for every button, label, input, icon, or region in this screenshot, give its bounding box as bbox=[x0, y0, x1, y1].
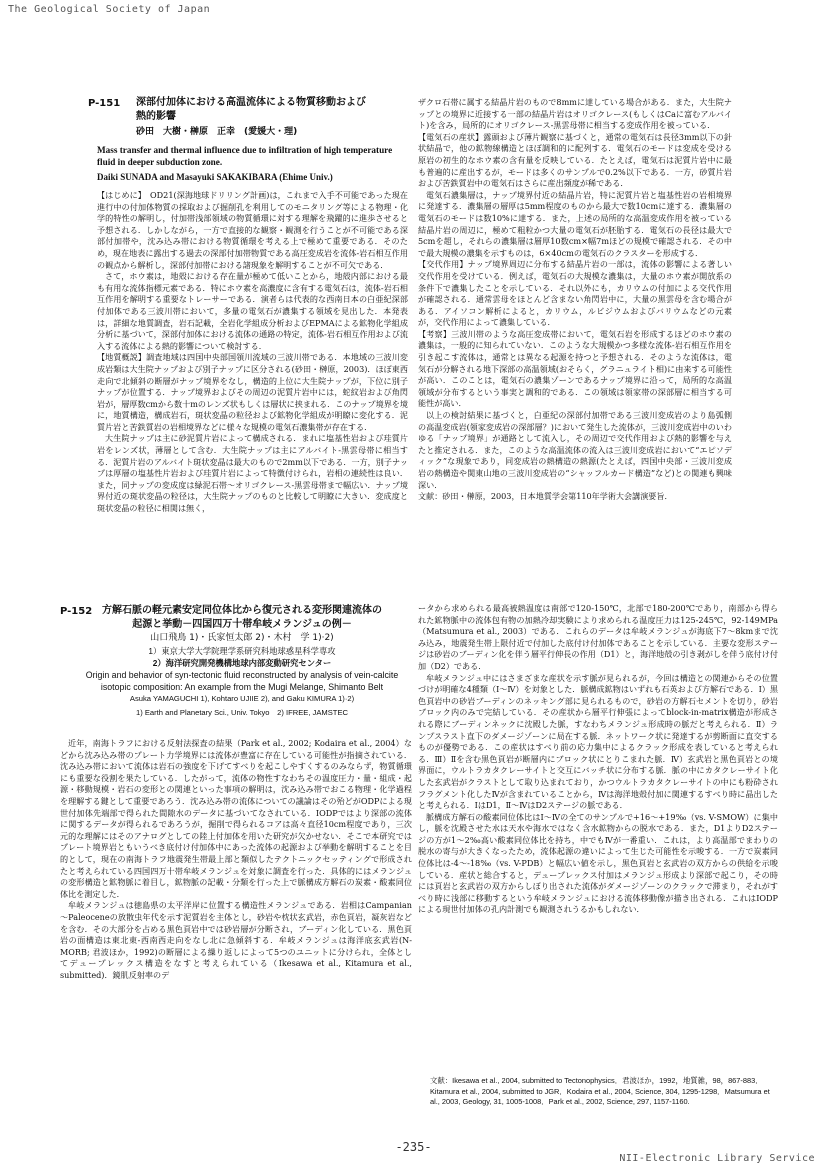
english-title: Mass transfer and thermal influence due to infiltration of high temperature fluid in deeper subduction zone. bbox=[97, 145, 393, 167]
paragraph: 電気石濃集層は，ナップ境界付近の結晶片岩，特に泥質片岩と塩基性岩の岩相境界に発達する．濃集層の層厚は5mm程度のものから最大で数10cmに達する．濃集層の電気石のモードは数10%に達する．また，上述の局所的な高温変成作用を被っている結晶片岩の周辺に，極めて粗粒かつ大量の電気石が胚胎する．電気石の長径は最大で5cmを超し，それらの濃集層は層厚10数cm×幅7mほどの規模で確認される．その中で最大規模の濃集を示すものは，6×40cmの電気石のクラスターを形成する． bbox=[418, 189, 732, 258]
title-line-2: 起源と挙動－四国四万十帯牟岐メランジュの例－ bbox=[132, 619, 352, 630]
p151-right-column bbox=[418, 97, 732, 597]
paragraph: 【地質概説】調査地域は四国中央部国領川流域の三波川帯である．本地域の三波川変成岩類は大生院ナップおよび別子ナップに区分される(砂田・榊原，2003)．ほぼ東西走向で北傾斜の断層がナップ境界をなし，構造的上位に大生院ナップが，下位に別子ナップが位置する．ナップ境界およびその周辺の泥質片岩中には，蛇紋岩および角閃岩が，層厚数cmから数十mのレンズ状もしくは層状に挟まれる．このナップ境界を境に，地質構造，構成岩石，斑状変晶の粒径および鉱物化学組成が明瞭に変化する．泥質片岩と苦鉄質岩の岩相境界などに様々な規模の電気石濃集帯が存在する． bbox=[97, 352, 408, 432]
paragraph: 牟岐メランジュ中にはさまざまな産状を示す脈が見られるが，今回は構造との関連からその位置づけが明確な4種類（Ⅰ～Ⅳ）を対象とした．脈構成鉱物はいずれも石英および方解石である．Ⅰ）黒色頁岩中の砂岩ブーディンのネッキング部に見られるもので，砂岩の方解石セメントを切り，砂岩ブロック内のみで完結している．その産状から層平行伸張によってblock-in-matrix構造が形成される際にブーディンネックに沈殿した脈，すなわちメランジュ形成時の脈だと考えられる．Ⅱ）ランプスラスト直下のダメージゾーンに局在する脈．ネットワーク状に発達するが剪断面に直交するものが優勢である．この産状はすべり前の応力集中によるクラック形成を表していると考えられる．Ⅲ）Ⅱを含む黒色頁岩が断層内にブロック状にとりこまれた脈．Ⅳ）玄武岩と黒色頁岩との境界面に，ウルトラカタクレーサイトと交互にバッチ状に分布する脈．脈の中にカタクレーサイト化した玄武岩がクラストとして取り込まれており，かつウルトラカタクレーサイトの中にも粉砕されフラグメント化したⅣが含まれていることから，Ⅳは海洋地殻付加に関連するすべり時に晶出したと考えられる．ⅠはD1，Ⅱ～ⅣはD2ステージの脈である． bbox=[418, 672, 778, 811]
p152-left-column bbox=[60, 738, 412, 1118]
paragraph: 【考察】三波川帯のような高圧変成帯において，電気石岩を形成するほどのホウ素の濃集は，一般的に知られていない．このような大規模かつ多様な流体-岩石相互作用を引き起こす流体は，通常とは異なる起源を持つと予想される．そのような流体は，電気石が分解される地下深部の高温領域(おそらく，グラニュライト相)に由来する可能性が高い．このことは，電気石の濃集ゾーンであるナップ境界に沿って，局所的な高温領域が分布するという事実と調和的である．この領域は領家帯の深部層に相当する可能性が高い． bbox=[418, 328, 732, 409]
english-affiliation: 1) Earth and Planetary Sci., Univ. Tokyo 2) IFREE, JAMSTEC bbox=[136, 708, 348, 717]
paragraph: 近年，南海トラフにおける反射法探査の結果（Park et al., 2002; Kodaira et al., 2004）などから沈み込み帯のプレート力学境界には流体が豊富に存在している可能性が指摘されている．沈み込み帯において流体は岩石の強度を下げてすべりを起こしやすくするのみならず，物質循環にも重要な役割を果たしている．したがって，流体の物性すなわちその温度圧力・量・組成・起源・移動規模・岩石の変形との関連といった事項の解明は，沈み込み帯でおこる物理・化学過程を理解する鍵として重要であろう．沈み込み帯の流体についての議論はその殆どがODPによる現世付加体先端部で得られた間隙水のデータに基づいてなされている．IODPではより深部の流体に関するデータが得られるであろうが，掘削で得られるコアは高々直径10cm程度であり，三次元的な理解にはそのアナログとしての陸上付加体を用いた研究が欠かせない．そこで本研究ではプレート境界岩ともいうべき底付け付加体中にあった流体の起源および挙動を解明することを目的として，現在の南海トラフ地震発生帯最上部と類似したテクトニックセッティングで形成されたと考えられている四国四万十帯牟岐メランジュを対象に調査を行った．具体的にはメランジュの変形構造と鉱物脈に着目し，鉱物脈の記載・分類を行った上で脈構成方解石の炭素・酸素同位体比を測定した． bbox=[60, 738, 412, 899]
title-line-1: 方解石脈の軽元素安定同位体比から復元される変形関連流体の bbox=[102, 605, 382, 616]
english-authors: Daiki SUNADA and Masayuki SAKAKIBARA (Ehime Univ.) bbox=[97, 172, 333, 182]
paragraph: 大生院ナップは主に砂泥質片岩によって構成される．まれに塩基性岩および珪質片岩をレンズ状，薄層として含む．大生院ナップは主にアルバイト-黒雲母帯に相当する．泥質片岩のアルバイト斑状変晶は最大のもので2mm以下である．一方，別子ナップは厚層の塩基性片岩および珪質片岩によって特徴付けられ，岩相の連続性は良い．また，同ナップの変成度は緑泥石帯～オリゴクレース-黒雲母帯まで幅広い．ナップ境界付近の斑状変晶の粒径は，大生院ナップのものと比較して明瞭に大きい．変成度と斑状変晶の粒径に相関は無く， bbox=[97, 433, 408, 514]
paragraph: 脈構成方解石の酸素同位体比はⅠ～Ⅳの全てのサンプルで+16～+19‰（vs. V-SMOW）に集中し，脈を沈殿させた水は天水や海水ではなく含水鉱物からの脱水である．また，D1よりD2ステージの方が1～2‰高い酸素同位体比を持ち，中でもⅣが一番重い．これは，より高温部でまわりの脱水の寄与が大きくなったため，流体起源の違いによって生じた可能性を示唆する．一方で炭素同位体比は-4～-18‰（vs. V-PDB）と幅広い値を示し，黒色頁岩と玄武岩の双方からの供給を示唆している．産状と総合すると，デュープレックス付加はメランジュ形成より深部で起こり，その時には頁岩と玄武岩の双方からしぼり出された流体がダメージゾーンのクラックで滞まり，それがすべり時に浅部に移動するという牟岐メランジュにおける流体移動像が描き出される．これはIODPによる現世付加体の孔内計測でも観測されうるかもしれない． bbox=[418, 811, 778, 915]
paragraph: 【電気石の産状】露頭および薄片観察に基づくと，通常の電気石は長径3mm以下の針状結晶で，他の鉱物線構造とほぼ調和的に配列する．電気石のモードは変成を受ける原岩の初生的なホウ素の含有量を反映している．たとえば，電気石は泥質片岩中に最も普遍的に産出するが，モードは多くのサンプルで0.2%以下である．一方，砂質片岩および苦鉄質岩中の電気石はさらに産出頻度が稀である． bbox=[418, 131, 732, 189]
authors-jp: 山口飛鳥 1)・氏家恒太郎 2)・木村 学 1)·2) bbox=[150, 633, 334, 643]
title-line-2: 熱的影響 bbox=[136, 111, 176, 122]
page-footer: NII-Electronic Library Service bbox=[619, 1153, 815, 1164]
reference: 文献：砂田・榊原，2003，日本地質学会第110年学術大会講演要旨． bbox=[418, 491, 673, 502]
english-authors: Asuka YAMAGUCHI 1), Kohtaro UJIIE 2), and Gaku KIMURA 1)·2) bbox=[129, 694, 355, 703]
title-line-1: 深部付加体における高温流体による物質移動および bbox=[136, 97, 366, 108]
page-number: -235- bbox=[395, 1140, 432, 1154]
affiliation-jp-1: 1）東京大学大学院理学系研究科地球惑星科学専攻 bbox=[148, 646, 336, 656]
paragraph: 以上の検討結果に基づくと，白亜紀の深部付加帯である三波川変成岩のより島弧側の高温変成岩(領家変成岩の深部層？)において発生した流体が，三波川変成岩中のいわゆる「ナップ境界」が通路として流入し，その周辺で交代作用および熱的影響を与えたと推定される．また，このような高温流体の流入は三波川変成岩において“エピソディック”な現象であり，同変成岩の熱構造の熱源(たとえば，四国中央部・三波川変成岩の熱構造や関東山地の三波川変成岩の“シャッフルカード構造”など)との関連も興味深い． bbox=[418, 410, 732, 490]
p152-right-column bbox=[418, 603, 778, 1073]
paragraph: ザクロ石帯に属する結晶片岩のもので8mmに達している場合がある．また，大生院ナップとの境界に近接する一部の結晶片岩はオリゴクレース(もしくはCaに富むアルバイト)を含み，局所的にオリゴクレース-黒雲母帯に相当する変成作用を被っている． bbox=[418, 97, 732, 131]
abstract-id-p152: P-152 bbox=[60, 606, 93, 617]
abstract-header-p152 bbox=[72, 604, 412, 719]
page-header: The Geological Society of Japan bbox=[8, 4, 211, 15]
english-title-line-1: Origin and behavior of syn-tectonic fluid reconstructed by analysis of vein-calcite bbox=[85, 670, 399, 680]
paragraph: 【はじめに】 OD21(深海地球ドリリング計画)は，これまで入手不可能であった現在進行中の付加体物質の採取および掘削孔を利用してのモニタリング等による物理・化学的特性の解明し，付加帯浅部領域の物質循環に対する理解を飛躍的に進歩させると予想される．しかしながら，一方で直接的な観察・観測を行うことが不可能である深部付加帯や，沈み込み帯における物質循環を考える上で極めて重要である．そのため，現在地表に露出する過去の深部付加帯物質である高圧変成岩を流体-岩石相互作用の観点から解析し，深部付加帯における諸現象を解明することが不可欠である． bbox=[97, 190, 408, 270]
p152-references: 文献：Ikesawa et al., 2004, submitted to Tectonophysics．君波ほか，1992，地質雑，98，867-883．Kitamura et al., 2004, submitted to JGR．Kodaira et al., 2004, Science, 304, 1295-1298．Matsumura et al., 2003, Geology, 31, 1005-1008．Park et al., 2002, Science, 297, 1157-1160. bbox=[430, 1076, 770, 1106]
paragraph: さて，ホウ素は，地殻における存在量が極めて低いことから，地殻内部における最も有用な流体指標元素である．特にホウ素を高濃度に含有する電気石は，流体-岩石相互作用を解明する重要なトレーサーである．演者らは代表的な西南日本の白亜紀深部付加体である三波川帯において，多量の電気石が濃集する領域を見出した．本発表は，詳細な地質調査，岩石記載，全岩化学組成分析およびEPMAによる鉱物化学組成分析に基づいて，深部付加体における流体の通路の特定，流体-岩石相互作用および流入する流体による熱的影響について検討する． bbox=[97, 271, 408, 351]
paragraph: 【交代作用】ナップ境界周辺に分布する結晶片岩の一部は，流体の影響による著しい交代作用を受けている．例えば，電気石の大規模な濃集は，大量のホウ素が開放系の条件下で濃集したことを示している．それ以外にも，カリウムの付加による交代作用が確認される．通常雲母をほとんど含まない角閃岩中に，大量の黒雲母を含む場合がある．アイソコン解析によると，カリウム，ルビジウムおよびバリウムなどの元素が，交代作用によって濃集している． bbox=[418, 259, 732, 328]
abstract-header-p151 bbox=[136, 96, 408, 139]
authors-jp: 砂田 大樹・榊原 正幸 (愛媛大・理) bbox=[136, 127, 298, 137]
english-title-line-2: isotopic composition: An example from the Mugi Melange, Shimanto Belt bbox=[100, 682, 384, 692]
affiliation-jp-2: 2）海洋研究開発機構地球内部変動研究センター bbox=[152, 658, 332, 668]
paragraph: ータから求められる最高被熱温度は南部で120-150℃，北部で180-200℃であり，南部から得られた鉱物脈中の流体包有物の加熱冷却実験により求められる温度圧力は125-245℃，92-149MPa（Matsumura et al., 2003）である．これらのデータは牟岐メランジュが海底下7～8kmまで沈み込み，地震発生帯上限付近で付加した底付け付加体であることを示している．主要な変形ステージは砂岩のブーディン化を伴う層平行伸長の作用（D1）と，海洋地殻の引き剥がしを伴う底付け付加（D2）である． bbox=[418, 603, 778, 671]
english-header-p151 bbox=[97, 145, 409, 183]
paragraph: 牟岐メランジュは徳島県の太平洋岸に位置する構造性メランジュである．岩相はCampanian～Paleoceneの放散虫年代を示す泥質岩を主体とし，砂岩や枕状玄武岩，赤色頁岩，凝灰岩などを含む．その大部分を占める黒色頁岩中では砂岩層が分断され，ブーディン化している．黒色頁岩の面構造は東北東-西南西走向をなし北に急傾斜する．牟岐メランジュは海洋底玄武岩(N-MORB; 君波ほか，1992)の断層による繰り返しによって5つのユニットに分けられ，全体としてデュープレックス構造をなすと考えられている（Ikesawa et al., Kitamura et al., submitted)．鏡肌反射率のデ bbox=[60, 900, 412, 980]
p151-left-column bbox=[97, 190, 408, 592]
abstract-id-p151: P-151 bbox=[88, 98, 121, 109]
